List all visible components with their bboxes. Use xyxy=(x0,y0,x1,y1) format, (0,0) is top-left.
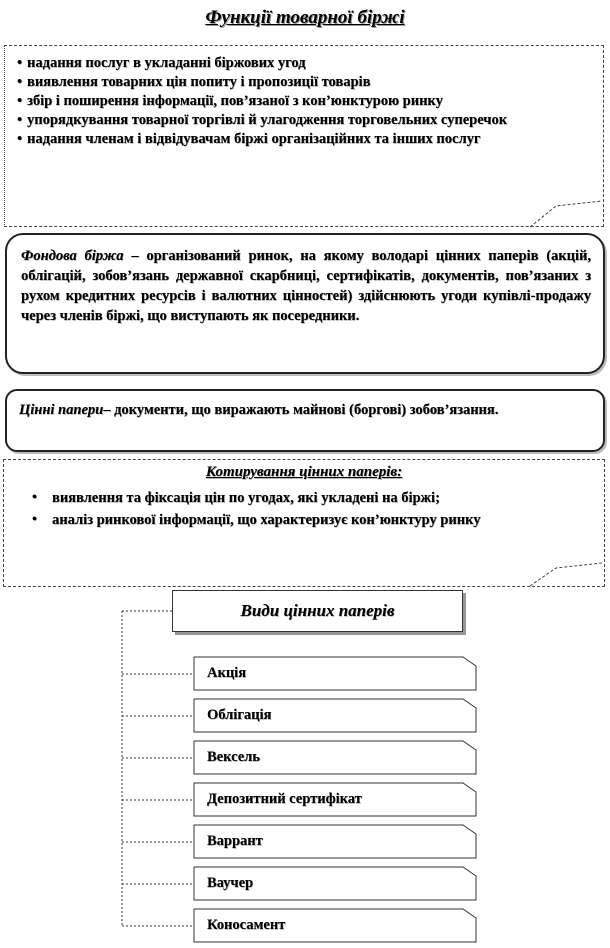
types-title: Види цінних паперів xyxy=(172,590,463,632)
callout-tail xyxy=(528,562,608,592)
type-label: Облігація xyxy=(207,707,272,723)
type-label: Акція xyxy=(207,665,247,681)
securities-box xyxy=(5,389,605,452)
list-item: • виявлення та фіксація цін по угодах, які укладені на біржі; xyxy=(4,487,604,509)
functions-box xyxy=(4,45,604,227)
page-title: Функції товарної біржі xyxy=(205,7,405,28)
type-item-veksel xyxy=(193,740,477,775)
type-label: Коносамент xyxy=(207,917,286,933)
type-item-bill-of-lading xyxy=(193,908,477,943)
functions-list xyxy=(17,54,587,149)
quotation-title: Котирування цінних паперів: xyxy=(205,464,403,480)
type-label: Варрант xyxy=(207,833,263,849)
type-item-deposit-certificate xyxy=(193,782,477,817)
stock-exchange-box xyxy=(5,233,605,374)
securities-term: Цінні папери xyxy=(19,402,104,418)
type-label: Вексель xyxy=(207,749,260,765)
securities-definition: – документи, що виражають майнові (боргові) зобов’язання. xyxy=(103,402,499,418)
list-item: • аналіз ринкової інформації, що характеризує кон’юнктуру ринку xyxy=(4,509,604,531)
stock-exchange-term: Фондова біржа xyxy=(21,248,124,264)
list-item: • надання послуг в укладанні біржових угод xyxy=(17,54,587,73)
types-connector xyxy=(115,605,205,935)
type-item-akcia xyxy=(193,656,477,691)
type-item-obligacia xyxy=(193,698,477,733)
type-label: Ваучер xyxy=(207,875,254,891)
type-item-warrant xyxy=(193,824,477,859)
list-item: • надання членам і відвідувачам біржі організаційних та інших послуг xyxy=(17,130,587,149)
list-item: • збір і поширення інформації, пов’язаної з кон’юнктурою ринку xyxy=(17,92,587,111)
quotation-list xyxy=(4,487,604,531)
stock-exchange-definition: – організований ринок, на якому володарі цінних паперів (акцій, облігацій, зобов’язань державної скарбниці, сертифікатів, документів, пов’язаних з рухом кредитних ресурсів і валютних цінностей) здійснюють угоди купівлі-продажу через членів біржі, що виступають як посередники. xyxy=(21,248,592,324)
callout-tail xyxy=(528,200,608,234)
quotation-box xyxy=(3,459,605,587)
list-item: • упорядкування товарної торгівлі й улагодження торговельних суперечок xyxy=(17,111,547,130)
type-item-voucher xyxy=(193,866,477,901)
type-label: Депозитний сертифікат xyxy=(207,791,362,807)
list-item: • виявлення товарних цін попиту і пропозиції товарів xyxy=(17,73,587,92)
